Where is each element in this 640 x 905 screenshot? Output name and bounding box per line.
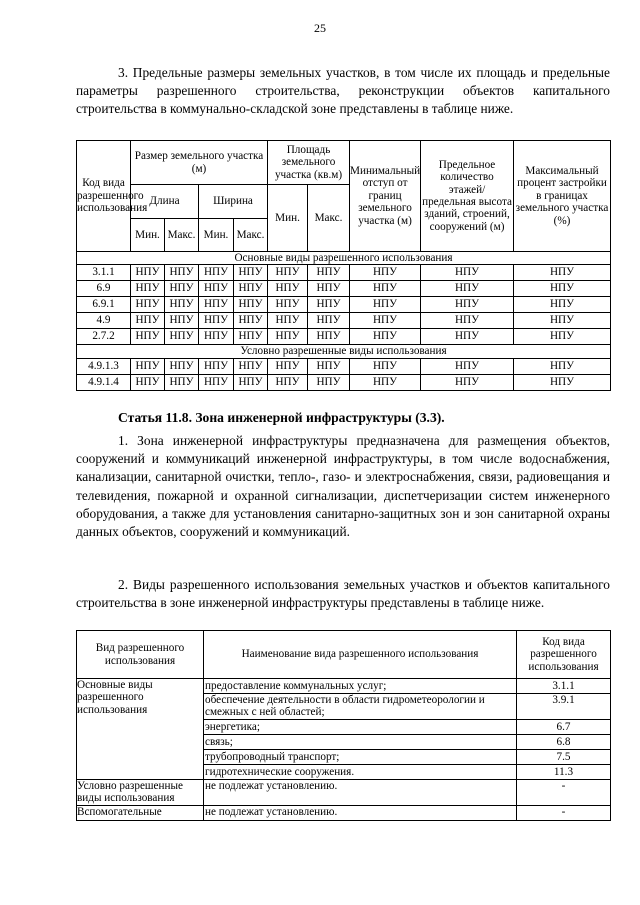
table-row [77,281,611,297]
paragraph-uses-intro: 2. Виды разрешенного использования земельных участков и объектов капитального строительства в зоне инженерной инфраструктуры представлены в таблице ниже. [76,577,610,611]
page-number: 25 [314,21,326,35]
cell: НПУ [514,358,611,374]
use-code: 3.9.1 [517,694,611,720]
header-floors: Предельное количество этажей/ предельная высота зданий, строений, сооружений (м) [421,141,514,252]
article-title: Статья 11.8. Зона инженерной инфраструктуры (3.3). [118,410,445,425]
cell: 4.9.1.3 [77,358,131,374]
use-name: энергетика; [204,719,517,734]
cell: НПУ [131,281,165,297]
header-width-min: Мин. [199,219,234,252]
cell: НПУ [350,313,421,329]
header-name: Наименование вида разрешенного использования [204,631,517,679]
cell: НПУ [131,297,165,313]
table-row [77,313,611,329]
header-width: Ширина [199,185,268,219]
cell: НПУ [421,265,514,281]
use-code: 3.1.1 [517,679,611,694]
table-row [77,297,611,313]
cell: НПУ [421,297,514,313]
main-uses-label: Основные виды разрешенного использования [77,679,204,780]
cell: НПУ [268,358,308,374]
limits-table [76,140,611,391]
cell: НПУ [268,329,308,345]
cell: НПУ [165,297,199,313]
cell: НПУ [131,358,165,374]
use-code: - [517,779,611,805]
use-name: гидротехнические сооружения. [204,764,517,779]
paragraph-limits-intro: 3. Предельные размеры земельных участков, в том числе их площадь и предельные параметры разрешенного строительства, реконструкции объектов капитального строительства в коммунально-складской зоне представлены в таблице ниже. [76,65,610,117]
cell: НПУ [165,281,199,297]
cell: НПУ [308,374,350,390]
table-row [77,805,611,820]
cell: НПУ [421,329,514,345]
cell: НПУ [421,313,514,329]
table-row [77,329,611,345]
header-width-max: Макс. [234,219,268,252]
cell: НПУ [268,374,308,390]
cell: НПУ [308,358,350,374]
header-coverage: Максимальный процент застройки в границах земельного участка (%) [514,141,611,252]
use-code: 7.5 [517,749,611,764]
cell: НПУ [514,313,611,329]
cell: НПУ [514,297,611,313]
cell: НПУ [268,313,308,329]
cell: НПУ [514,265,611,281]
cell: НПУ [131,374,165,390]
cell: НПУ [308,313,350,329]
cell: НПУ [421,374,514,390]
cell: НПУ [234,281,268,297]
cell: НПУ [131,265,165,281]
cell: НПУ [308,281,350,297]
use-code: 11.3 [517,764,611,779]
table-row [77,265,611,281]
cell: НПУ [165,265,199,281]
cell: НПУ [268,281,308,297]
use-code: 6.7 [517,719,611,734]
header-length: Длина [131,185,199,219]
cell: НПУ [131,313,165,329]
cell: НПУ [199,281,234,297]
cell: НПУ [514,281,611,297]
header-offset: Минимальный отступ от границ земельного участка (м) [350,141,421,252]
cell: НПУ [350,358,421,374]
cell: НПУ [421,358,514,374]
cell: НПУ [350,281,421,297]
header-code: Код вида разрешенного использования [77,141,131,252]
use-code: - [517,805,611,820]
header-area-min: Мин. [268,185,308,252]
cell: НПУ [234,265,268,281]
cell: НПУ [199,297,234,313]
cell: 4.9.1.4 [77,374,131,390]
use-name: не подлежат установлению. [204,805,517,820]
header-area-max: Макс. [308,185,350,252]
header-area: Площадь земельного участка (кв.м) [268,141,350,185]
use-name: трубопроводный транспорт; [204,749,517,764]
cell: НПУ [234,313,268,329]
table-row [77,779,611,805]
cell: НПУ [268,297,308,313]
cell: НПУ [234,329,268,345]
cell: НПУ [165,374,199,390]
cell: НПУ [165,358,199,374]
cell: НПУ [165,329,199,345]
cell: НПУ [234,374,268,390]
table-row [77,679,611,694]
cell: НПУ [421,281,514,297]
cell: НПУ [308,329,350,345]
use-name: не подлежат установлению. [204,779,517,805]
uses-table [76,630,611,821]
header-length-min: Мин. [131,219,165,252]
cell: НПУ [131,329,165,345]
cell: НПУ [199,329,234,345]
table-row [77,358,611,374]
header-type: Вид разрешенного использования [77,631,204,679]
cell: 6.9 [77,281,131,297]
cell: НПУ [199,374,234,390]
section-main: Основные виды разрешенного использования [77,252,611,265]
cell: НПУ [199,265,234,281]
cell: 6.9.1 [77,297,131,313]
auxiliary-uses-label: Вспомогательные [77,805,204,820]
cell: НПУ [514,329,611,345]
cell: НПУ [308,265,350,281]
cell: НПУ [308,297,350,313]
use-name: предоставление коммунальных услуг; [204,679,517,694]
conditional-uses-label: Условно разрешенные виды использования [77,779,204,805]
cell: НПУ [199,313,234,329]
header-length-max: Макс. [165,219,199,252]
use-name: связь; [204,734,517,749]
cell: НПУ [234,297,268,313]
cell: НПУ [199,358,234,374]
use-name: обеспечение деятельности в области гидрометеорологии и смежных с ней областей; [204,694,517,720]
cell: НПУ [350,297,421,313]
cell: НПУ [514,374,611,390]
cell: НПУ [350,374,421,390]
header-code: Код вида разрешенного использования [517,631,611,679]
cell: 2.7.2 [77,329,131,345]
cell: 3.1.1 [77,265,131,281]
cell: НПУ [165,313,199,329]
table-row [77,374,611,390]
cell: НПУ [268,265,308,281]
header-size: Размер земельного участка (м) [131,141,268,185]
cell: 4.9 [77,313,131,329]
section-conditional: Условно разрешенные виды использования [77,345,611,358]
cell: НПУ [234,358,268,374]
paragraph-zone-purpose: 1. Зона инженерной инфраструктуры предназначена для размещения объектов, сооружений и коммуникаций инженерной инфраструктуры, в том числе водоснабжения, канализации, санитарной очистки, тепло-, газо- и электроснабжения, связи, радиовещания и телевидения, пожарной и охранной сигнализации, диспетчеризации систем инженерного оборудования, а также для установления санитарно-защитных зон и зон санитарной охраны данных объектов, сооружений и коммуникаций. [76,433,610,540]
cell: НПУ [350,329,421,345]
use-code: 6.8 [517,734,611,749]
cell: НПУ [350,265,421,281]
